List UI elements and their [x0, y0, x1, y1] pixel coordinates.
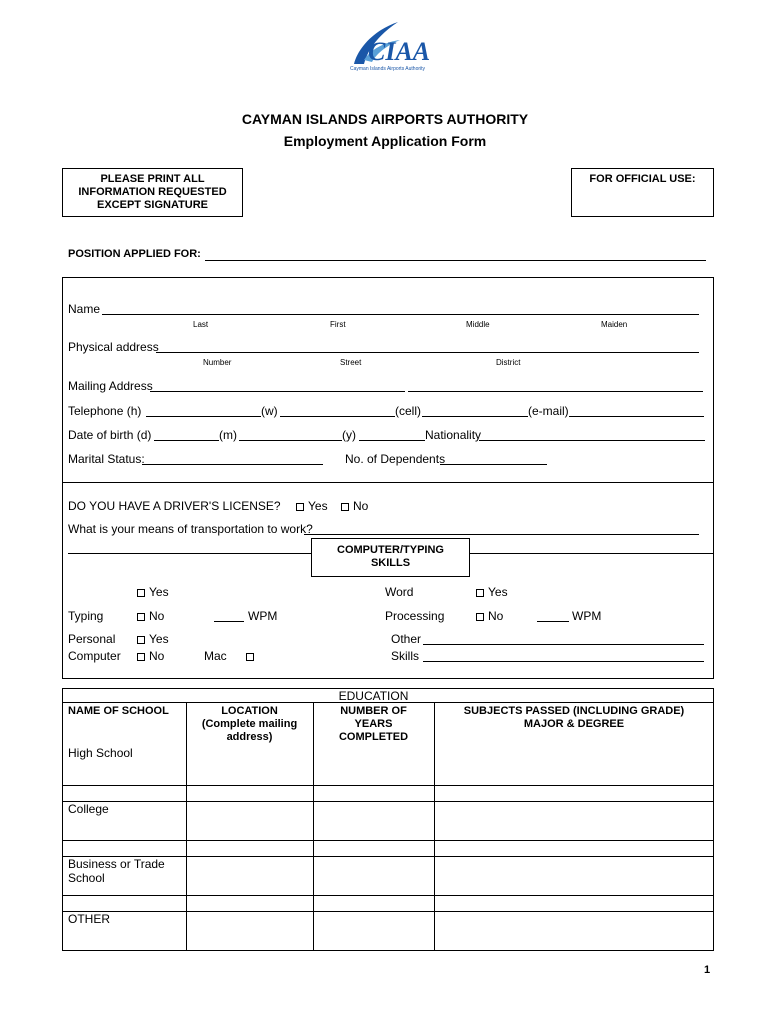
license-no-label: No — [353, 499, 369, 513]
dependents-label: No. of Dependents — [345, 452, 446, 466]
telephone-home-label: Telephone (h) — [68, 404, 142, 418]
dob-month-field[interactable] — [239, 440, 342, 441]
name-part-maiden: Maiden — [601, 320, 628, 329]
edu-col-subjects-line2: MAJOR & DEGREE — [523, 718, 625, 730]
license-yes-option[interactable] — [296, 499, 328, 513]
transport-field[interactable] — [304, 534, 699, 535]
official-use-label: FOR OFFICIAL USE: — [589, 173, 696, 185]
page-number: 1 — [704, 964, 711, 976]
edu-col-years-line3: COMPLETED — [338, 731, 409, 743]
word-no-checkbox[interactable] — [476, 613, 484, 621]
name-label: Name — [68, 302, 101, 316]
physical-part-number: Number — [203, 358, 232, 367]
license-no-checkbox[interactable] — [341, 503, 349, 511]
edu-row-rule-5 — [62, 895, 714, 896]
mailing-address-field-2[interactable] — [408, 391, 703, 392]
ciaa-logo — [340, 20, 440, 76]
processing-label: Processing — [385, 609, 445, 623]
physical-address-label: Physical address — [68, 340, 159, 354]
pc-no-label: No — [149, 649, 165, 663]
typing-yes-checkbox[interactable] — [137, 589, 145, 597]
edu-row-rule-6 — [62, 911, 714, 912]
edu-col-location-line2: (Complete mailing — [201, 718, 298, 730]
word-no-option[interactable] — [476, 609, 503, 623]
edu-row-business-line2: School — [68, 871, 105, 885]
edu-row-rule-2 — [62, 801, 714, 802]
word-wpm-label: WPM — [572, 609, 602, 623]
physical-part-district: District — [496, 358, 521, 367]
email-label: (e-mail) — [528, 404, 569, 418]
computer-label: Computer — [68, 649, 121, 663]
edu-col-divider-3 — [434, 702, 435, 951]
pc-yes-option[interactable] — [137, 632, 169, 646]
telephone-cell-label: (cell) — [395, 404, 421, 418]
edu-row-rule-1 — [62, 785, 714, 786]
skills-label: Skills — [391, 649, 420, 663]
telephone-cell-field[interactable] — [422, 416, 528, 417]
print-notice-line2: INFORMATION REQUESTED — [78, 186, 227, 198]
typing-no-checkbox[interactable] — [137, 613, 145, 621]
form-title: Employment Application Form — [283, 133, 487, 149]
edu-col-subjects-header — [434, 705, 714, 731]
mac-option[interactable] — [246, 649, 258, 663]
mac-label: Mac — [204, 649, 227, 663]
telephone-work-field[interactable] — [280, 416, 395, 417]
edu-row-rule-3 — [62, 840, 714, 841]
edu-col-school-header: NAME OF SCHOOL — [68, 705, 169, 717]
typing-no-label: No — [149, 609, 165, 623]
skills-heading-box — [311, 538, 470, 577]
official-use-box[interactable] — [571, 168, 714, 217]
form-org-title: CAYMAN ISLANDS AIRPORTS AUTHORITY — [241, 111, 529, 127]
position-label: POSITION APPLIED FOR: — [68, 248, 201, 260]
edu-col-subjects-line1: SUBJECTS PASSED (INCLUDING GRADE) — [463, 705, 685, 717]
education-super-header: EDUCATION — [338, 689, 409, 703]
print-notice-box — [62, 168, 243, 217]
marital-status-field[interactable] — [142, 464, 323, 465]
mailing-address-field-1[interactable] — [150, 391, 405, 392]
dob-month-label: (m) — [219, 428, 237, 442]
edu-col-location-header — [186, 705, 313, 744]
typing-wpm-label: WPM — [248, 609, 278, 623]
marital-status-label: Marital Status: — [68, 452, 145, 466]
dob-year-field[interactable] — [359, 440, 425, 441]
print-notice-line1: PLEASE PRINT ALL — [100, 173, 205, 185]
edu-col-location-line1: LOCATION — [221, 705, 278, 717]
other-skills-field-2[interactable] — [423, 661, 704, 662]
position-field[interactable] — [205, 260, 706, 261]
skills-heading-line2: SKILLS — [370, 557, 411, 569]
word-yes-label: Yes — [488, 585, 508, 599]
mailing-address-label: Mailing Address — [68, 379, 153, 393]
word-no-label: No — [488, 609, 504, 623]
nationality-field[interactable] — [479, 440, 705, 441]
other-label: Other — [391, 632, 422, 646]
telephone-work-label: (w) — [261, 404, 278, 418]
edu-col-years-line1: NUMBER OF — [340, 705, 407, 717]
pc-no-checkbox[interactable] — [137, 653, 145, 661]
mac-checkbox[interactable] — [246, 653, 254, 661]
pc-yes-label: Yes — [149, 632, 169, 646]
license-no-option[interactable] — [341, 499, 368, 513]
dob-year-label: (y) — [342, 428, 356, 442]
word-label: Word — [385, 585, 414, 599]
edu-col-years-line2: YEARS — [354, 718, 393, 730]
license-question: DO YOU HAVE A DRIVER'S LICENSE? — [68, 499, 281, 513]
edu-row-business-line1: Business or Trade — [68, 857, 165, 871]
dob-day-label: Date of birth (d) — [68, 428, 152, 442]
pc-no-option[interactable] — [137, 649, 164, 663]
skills-rule-left — [68, 553, 311, 554]
word-yes-checkbox[interactable] — [476, 589, 484, 597]
word-yes-option[interactable] — [476, 585, 508, 599]
typing-label: Typing — [68, 609, 104, 623]
edu-row-business-trade — [68, 857, 165, 885]
dob-day-field[interactable] — [154, 440, 219, 441]
edu-row-other: OTHER — [68, 912, 110, 926]
edu-row-college: College — [68, 802, 109, 816]
skills-heading-line1: COMPUTER/TYPING — [337, 544, 444, 556]
physical-part-street: Street — [340, 358, 362, 367]
transport-question: What is your means of transportation to work? — [68, 522, 313, 536]
edu-row-high-school: High School — [68, 746, 133, 760]
license-yes-label: Yes — [308, 499, 328, 513]
skills-rule-right — [470, 553, 714, 554]
telephone-home-field[interactable] — [146, 416, 261, 417]
personal-label: Personal — [68, 632, 116, 646]
name-field[interactable] — [102, 314, 699, 315]
typing-yes-label: Yes — [149, 585, 169, 599]
pc-yes-checkbox[interactable] — [137, 636, 145, 644]
license-yes-checkbox[interactable] — [296, 503, 304, 511]
physical-address-field[interactable] — [156, 352, 699, 353]
word-wpm-field[interactable] — [537, 621, 569, 622]
typing-no-option[interactable] — [137, 609, 164, 623]
logo-text: CIAA — [368, 37, 431, 66]
edu-col-years-header — [313, 705, 434, 744]
typing-yes-option[interactable] — [137, 585, 169, 599]
dependents-field[interactable] — [440, 464, 547, 465]
section-divider — [62, 482, 714, 483]
email-field[interactable] — [569, 416, 704, 417]
other-skills-field-1[interactable] — [423, 644, 704, 645]
edu-col-location-line3: address) — [226, 731, 273, 743]
typing-wpm-field[interactable] — [214, 621, 244, 622]
nationality-label: Nationality — [425, 428, 482, 442]
print-notice-line3: EXCEPT SIGNATURE — [96, 199, 209, 211]
logo-subtitle: Cayman Islands Airports Authority — [350, 66, 426, 72]
name-part-first: First — [330, 320, 346, 329]
name-part-last: Last — [193, 320, 209, 329]
name-part-middle: Middle — [466, 320, 490, 329]
